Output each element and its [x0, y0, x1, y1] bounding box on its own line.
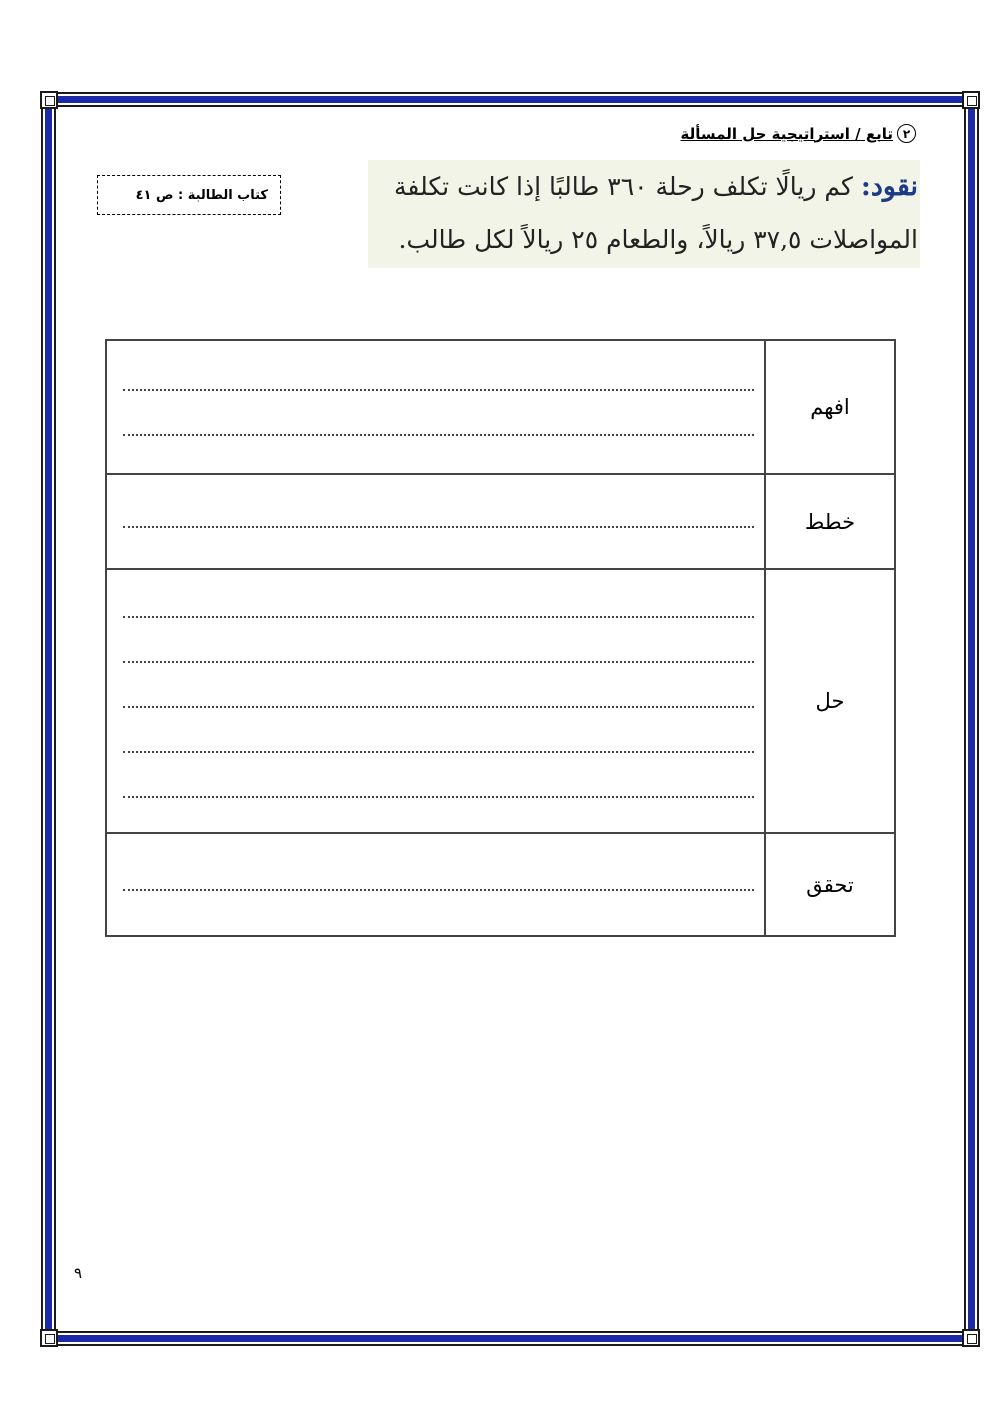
- book-reference-box: [97, 175, 281, 215]
- dotted-answer-line[interactable]: [107, 724, 764, 769]
- answer-area-understand[interactable]: [106, 340, 765, 474]
- problem-solving-table: [105, 339, 896, 937]
- section-title: تابع / استراتيجية حل المسألة: [680, 124, 893, 143]
- step-label-understand: افهم: [765, 340, 895, 474]
- dotted-answer-line[interactable]: [107, 499, 764, 544]
- dotted-answer-line[interactable]: [107, 862, 764, 907]
- page-number: ٩: [74, 1264, 83, 1282]
- dotted-answer-line[interactable]: [107, 634, 764, 679]
- answer-area-check[interactable]: [106, 833, 765, 936]
- step-label-plan: خطط: [765, 474, 895, 569]
- problem-text: كم ريالًا تكلف رحلة ٣٦٠ طالبًا إذا كانت تكلفة المواصلات ٣٧,٥ ريالاً، والطعام ٢٥ ريالاً لكل طالب.: [394, 172, 918, 254]
- frame-corner-bottom-left: [40, 1329, 58, 1347]
- problem-statement: [368, 160, 920, 266]
- frame-corner-top-right: [962, 91, 980, 109]
- dotted-answer-line[interactable]: [107, 589, 764, 634]
- frame-corner-bottom-right: [962, 1329, 980, 1347]
- step-row-solve: [106, 569, 895, 833]
- dotted-answer-line[interactable]: [107, 769, 764, 814]
- frame-corner-top-left: [40, 91, 58, 109]
- section-heading: [681, 124, 916, 143]
- answer-area-solve[interactable]: [106, 569, 765, 833]
- section-number: ٢: [897, 124, 916, 143]
- step-label-check: تحقق: [765, 833, 895, 936]
- step-row-plan: [106, 474, 895, 569]
- dotted-answer-line[interactable]: [107, 407, 764, 452]
- problem-label: نقود:: [860, 171, 918, 202]
- book-reference-text: كتاب الطالبة : ص ٤١: [135, 187, 268, 203]
- dotted-answer-line[interactable]: [107, 362, 764, 407]
- step-row-understand: [106, 340, 895, 474]
- step-label-solve: حل: [765, 569, 895, 833]
- step-row-check: [106, 833, 895, 936]
- dotted-answer-line[interactable]: [107, 679, 764, 724]
- answer-area-plan[interactable]: [106, 474, 765, 569]
